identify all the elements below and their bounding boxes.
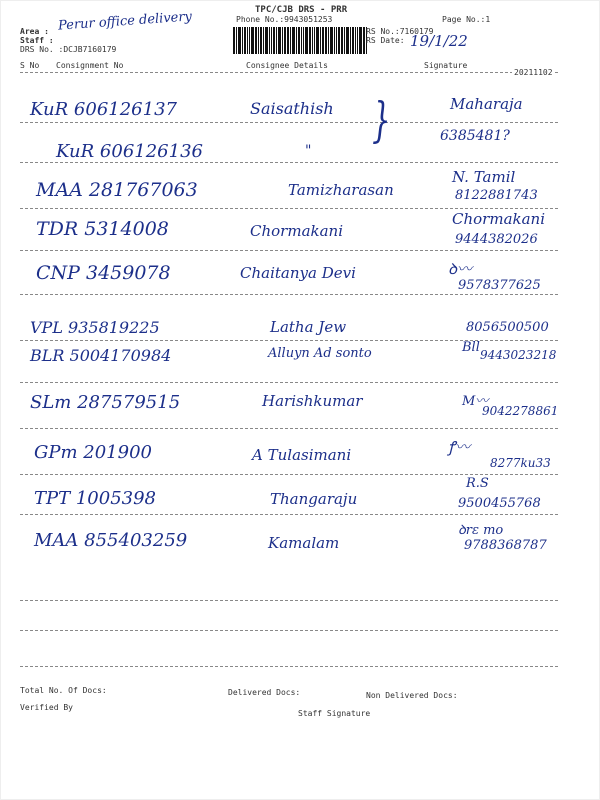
consignee-name: Chaitanya Devi xyxy=(240,264,356,282)
consignment-no: KuR 606126136 xyxy=(56,141,203,162)
blank-rule xyxy=(20,666,558,667)
phone: 9042278861 xyxy=(482,404,559,418)
signature-scribble: ꝭ〰 xyxy=(448,438,471,456)
col-consignee: Consignee Details xyxy=(246,61,328,70)
consignment-no: MAA 855403259 xyxy=(34,530,188,551)
rs-date-handwritten: 19/1/22 xyxy=(410,32,468,50)
row-rule xyxy=(20,294,558,295)
signature: R.S xyxy=(466,476,489,491)
phone: 9788368787 xyxy=(464,538,547,553)
phone: 8122881743 xyxy=(455,188,538,203)
bracket-mark: } xyxy=(372,92,391,148)
phone: 6385481? xyxy=(440,128,510,144)
consignee-name: Saisathish xyxy=(250,99,334,118)
col-consignment: Consignment No xyxy=(56,61,124,70)
consignee-name: Kamalam xyxy=(268,534,340,552)
delivered-docs-label: Delivered Docs: xyxy=(228,688,301,697)
phone: 8056500500 xyxy=(466,320,549,335)
phone: 9444382026 xyxy=(455,232,538,247)
rs-date-label: RS Date: xyxy=(366,36,405,45)
consignment-no: TPT 1005398 xyxy=(34,488,157,509)
blank-rule xyxy=(20,600,558,601)
phone: 9500455768 xyxy=(458,496,541,511)
consignment-no: SLm 287579515 xyxy=(30,392,181,413)
signature: Maharaja xyxy=(450,95,523,113)
consignee-name: " xyxy=(305,143,312,159)
verified-by-label: Verified By xyxy=(20,703,73,712)
row-rule xyxy=(20,428,558,429)
phone-number: Phone No.:9943051253 xyxy=(236,15,333,24)
row-rule xyxy=(20,122,558,123)
page-number: Page No.:1 xyxy=(442,15,491,24)
date-code: 20211102 xyxy=(514,68,553,77)
consignee-name: A Tulasimani xyxy=(252,446,352,464)
consignment-no: TDR 5314008 xyxy=(36,218,169,240)
consignment-no: GPm 201900 xyxy=(34,442,152,463)
signature-scribble: ꝺ〰 xyxy=(448,260,472,278)
consignment-no: BLR 5004170984 xyxy=(30,346,172,365)
row-rule xyxy=(20,474,558,475)
consignee-name: Alluyn Ad sonto xyxy=(268,346,372,361)
row-rule xyxy=(20,162,558,163)
col-s-no: S No xyxy=(20,61,40,70)
consignment-no: KuR 606126137 xyxy=(30,99,177,120)
consignee-name: Latha Jew xyxy=(270,318,347,336)
consignment-no: MAA 281767063 xyxy=(36,179,198,201)
signature-scribble: Bll xyxy=(462,340,480,355)
drs-number: DRS No. :DCJB7160179 xyxy=(20,45,117,54)
total-docs-label: Total No. Of Docs: xyxy=(20,686,107,695)
consignment-no: CNP 3459078 xyxy=(36,262,171,284)
row-rule xyxy=(20,514,558,515)
barcode xyxy=(233,27,368,54)
consignment-no: VPL 935819225 xyxy=(30,318,160,337)
staff-signature-label: Staff Signature xyxy=(298,709,371,718)
rs-number: RS No.:7160179 xyxy=(366,27,434,36)
phone: 9578377625 xyxy=(458,278,541,293)
row-rule xyxy=(20,250,558,251)
document-title: TPC/CJB DRS - PRR xyxy=(255,5,348,15)
row-rule xyxy=(20,382,558,383)
signature-scribble: M〰 xyxy=(462,394,489,409)
signature: N. Tamil xyxy=(452,168,516,186)
row-rule xyxy=(20,208,558,209)
area-value-handwritten: Perur office delivery xyxy=(57,9,193,34)
blank-rule xyxy=(20,630,558,631)
staff-label: Staff : xyxy=(20,36,54,45)
consignee-name: Tamizharasan xyxy=(288,181,394,199)
header-rule xyxy=(20,72,558,73)
col-signature: Signature xyxy=(424,61,468,70)
signature: Chormakani xyxy=(452,210,545,228)
non-delivered-docs-label: Non Delivered Docs: xyxy=(366,691,458,700)
consignee-name: Thangaraju xyxy=(270,490,358,508)
phone: 9443023218 xyxy=(480,348,557,362)
phone: 8277ku33 xyxy=(490,456,551,470)
signature-scribble: ꝺrɛ mo xyxy=(458,523,504,538)
consignee-name: Harishkumar xyxy=(262,392,363,410)
area-label: Area : xyxy=(20,27,49,36)
consignee-name: Chormakani xyxy=(250,222,343,240)
